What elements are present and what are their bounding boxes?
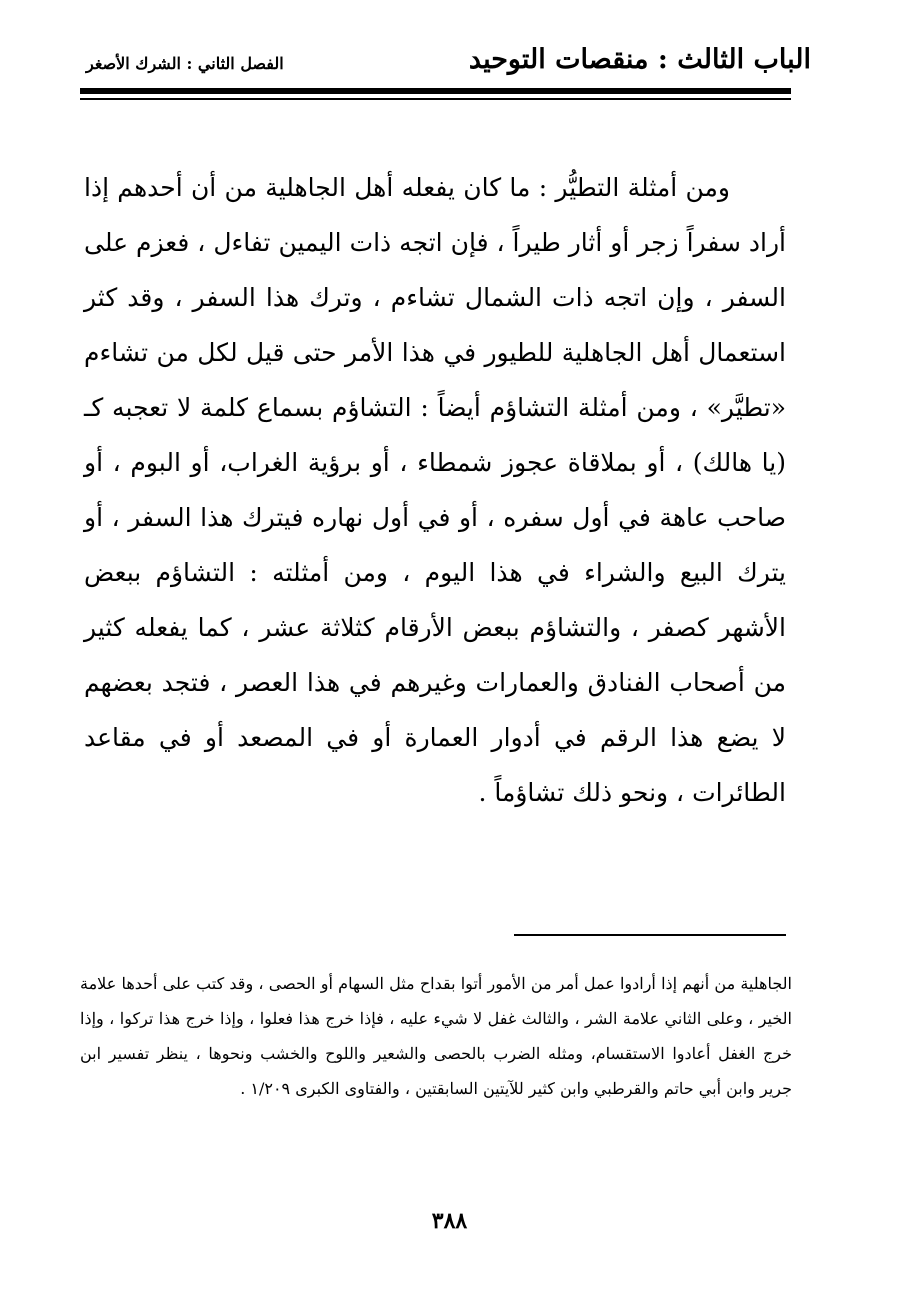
section-header: الفصل الثاني : الشرك الأصغر [86, 54, 284, 73]
chapter-header: الباب الثالث : منقصات التوحيد [468, 44, 811, 75]
main-text [84, 160, 786, 820]
body-paragraph: ومن أمثلة التطيُّر : ما كان يفعله أهل الجاهلية من أن أحدهم إذا أراد سفراً زجر أو أثار طيراً ، فإن اتجه ذات اليمين تفاءل ، فعزم على السفر ، وإن اتجه ذات الشمال تشاءم ، وترك هذا السفر ، وقد كثر استعمال أهل الجاهلية للطيور في هذا الأمر حتى قيل لكل من تشاءم «تطيَّر» ، ومن أمثلة التشاؤم أيضاً : التشاؤم بسماع كلمة لا تعجبه كـ (يا هالك) ، أو بملاقاة عجوز شمطاء ، أو برؤية الغراب، أو البوم ، أو صاحب عاهة في أول سفره ، أو في أول نهاره فيترك هذا السفر ، أو يترك البيع والشراء في هذا اليوم ، ومن أمثلته : التشاؤم ببعض الأشهر كصفر ، والتشاؤم ببعض الأرقام كثلاثة عشر ، كما يفعله كثير من أصحاب الفنادق والعمارات وغيرهم في هذا العصر ، فتجد بعضهم لا يضع هذا الرقم في أدوار العمارة أو في المصعد أو في مقاعد الطائرات ، ونحو ذلك تشاؤماً . [84, 173, 786, 807]
header-rule-thick [80, 88, 791, 94]
footnote [80, 966, 792, 1106]
footnote-separator [514, 934, 786, 936]
page-number: ٣٨٨ [431, 1208, 468, 1234]
header-rule-thin [80, 98, 791, 100]
footnote-text: الجاهلية من أنهم إذا أرادوا عمل أمر من الأمور أتوا بقداح مثل السهام أو الحصى ، وقد كتب على أحدها علامة الخير ، وعلى الثاني علامة الشر ، والثالث غفل لا شيء عليه ، فإذا خرج هذا فعلوا ، وإذا خرج هذا تركوا ، وإذا خرج الغفل أعادوا الاستقسام، ومثله الضرب بالحصى والشعير واللوح والخشب ونحوها ، ينظر تفسير ابن جرير وابن أبي حاتم والقرطبي وابن كثير للآيتين السابقتين ، والفتاوى الكبرى ١/٢٠٩ . [80, 974, 792, 1098]
